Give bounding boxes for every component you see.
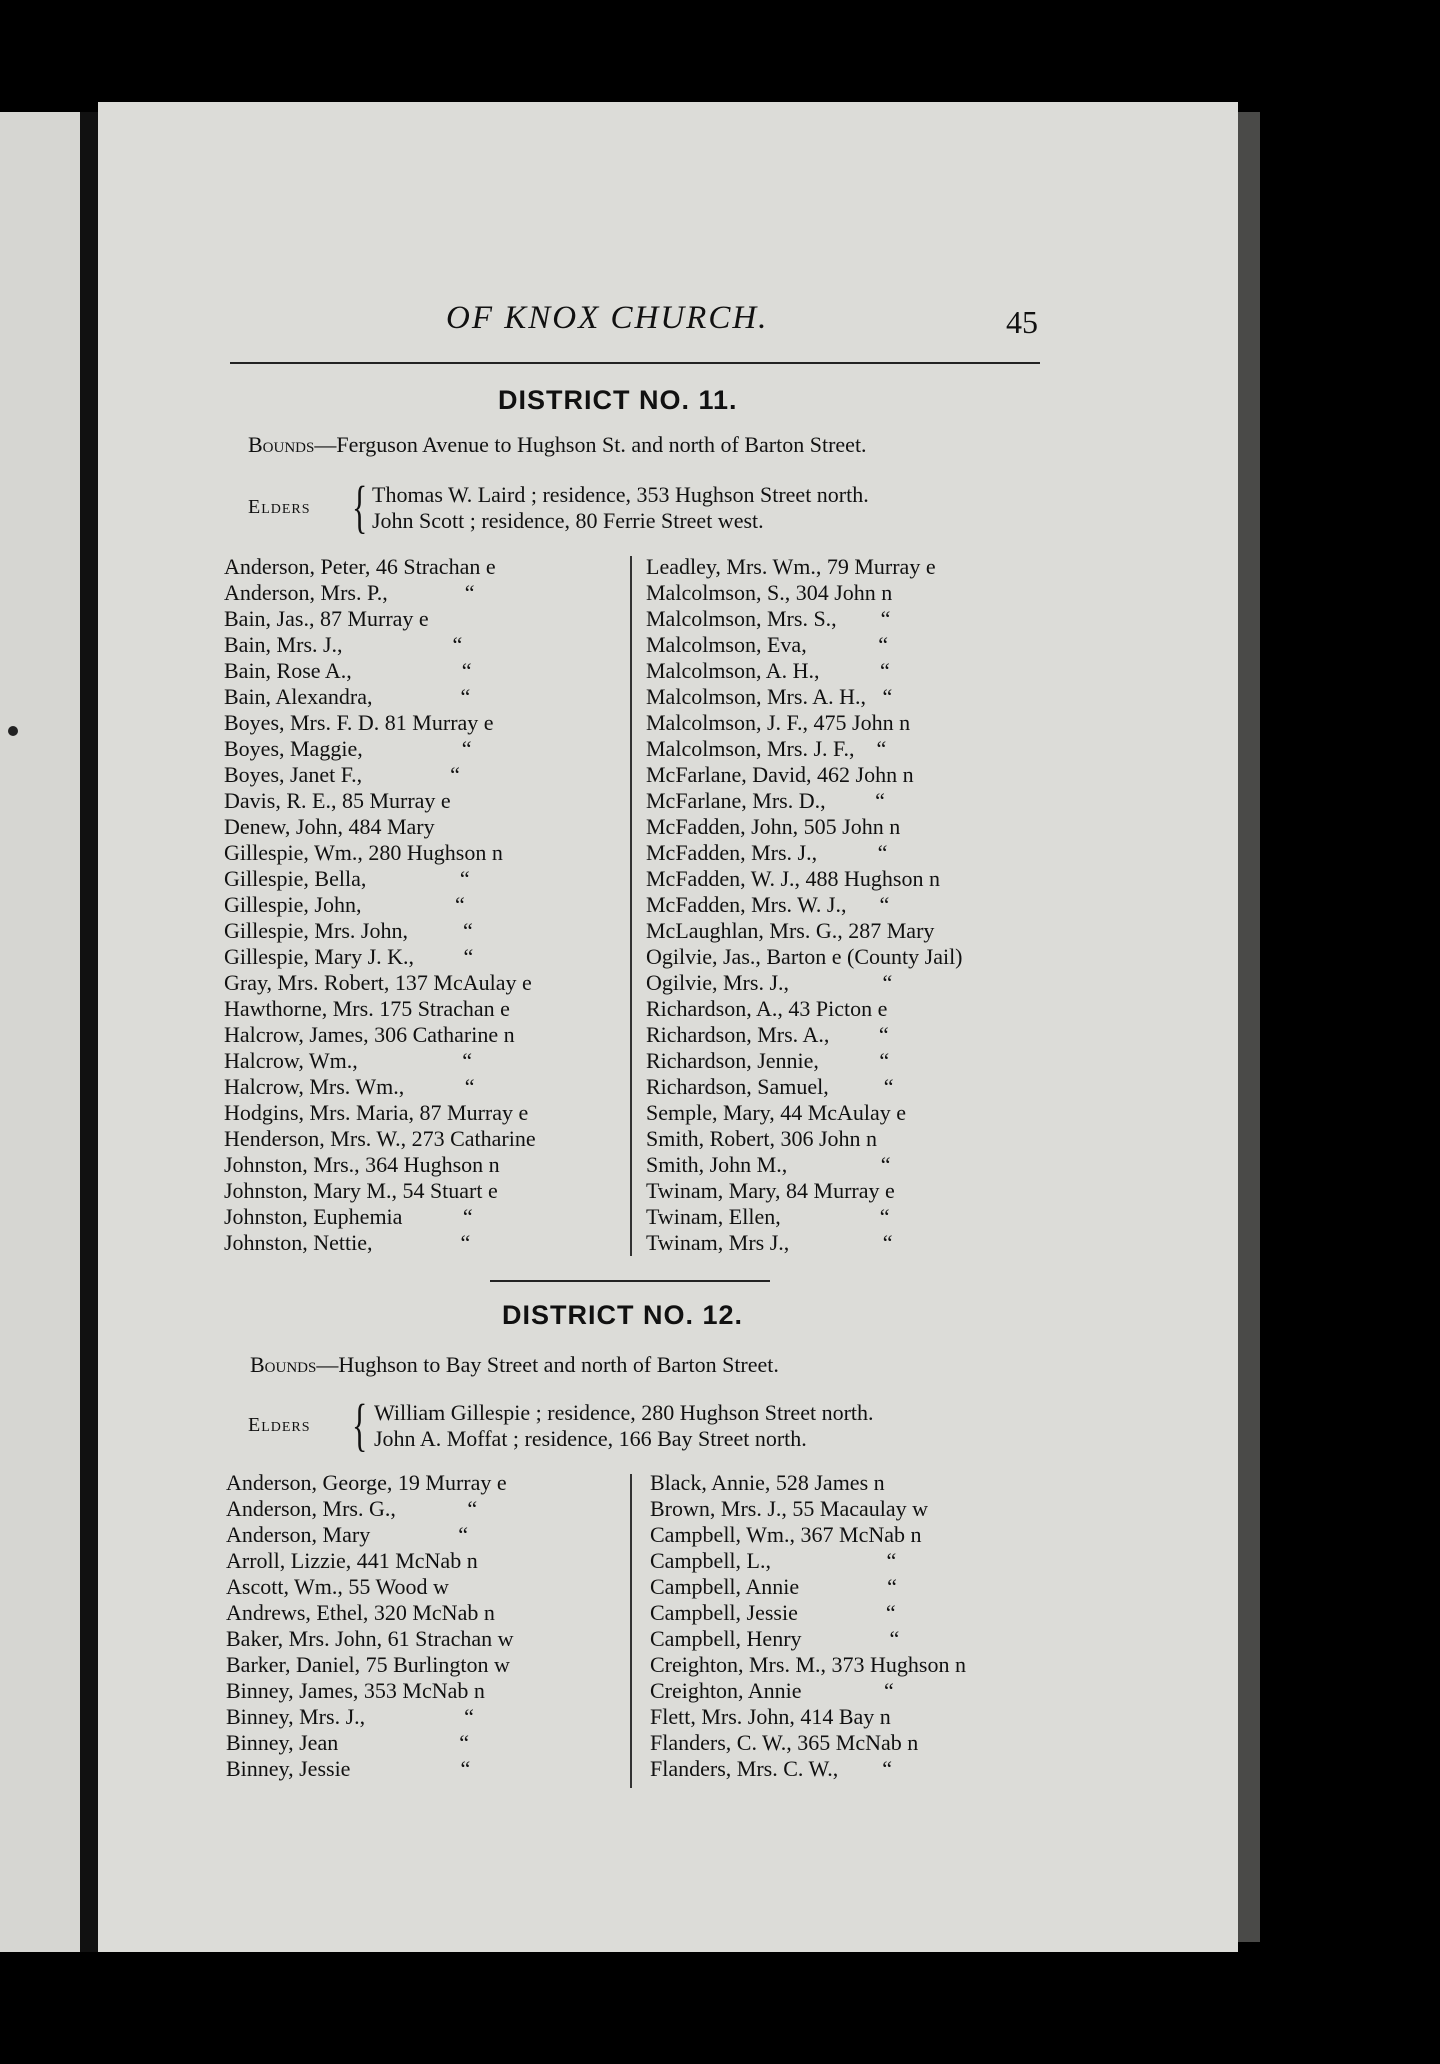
member-entry: Ogilvie, Mrs. J., “	[646, 970, 893, 995]
elders-brace: {	[352, 1392, 368, 1457]
member-entry: Anderson, Mrs. P., “	[224, 580, 475, 605]
district-11-right-column	[646, 554, 963, 1256]
member-entry: Malcolmson, Mrs. J. F., “	[646, 736, 887, 761]
member-entry: Twinam, Ellen, “	[646, 1204, 890, 1229]
district-11-left-column	[224, 554, 536, 1256]
member-entry: Gillespie, Mary J. K., “	[224, 944, 474, 969]
member-entry: Johnston, Nettie, “	[224, 1230, 471, 1255]
book-gutter	[80, 112, 98, 1952]
member-entry: Anderson, Peter, 46 Strachan e	[224, 554, 496, 579]
district-11-elders-label: Elders	[248, 496, 311, 518]
member-entry: Bain, Rose A., “	[224, 658, 472, 683]
district-11-elder-1: Thomas W. Laird ; residence, 353 Hughson Street north.	[372, 482, 869, 507]
member-entry: Anderson, Mrs. G., “	[226, 1496, 478, 1521]
bounds-text: —Ferguson Avenue to Hughson St. and north of Barton Street.	[314, 432, 867, 457]
district-11-elder-2: John Scott ; residence, 80 Ferrie Street west.	[372, 508, 764, 533]
member-entry: Richardson, Jennie, “	[646, 1048, 890, 1073]
member-entry: Campbell, Wm., 367 McNab n	[650, 1522, 922, 1547]
member-entry: Binney, James, 353 McNab n	[226, 1678, 485, 1703]
member-entry: McFadden, Mrs. W. J., “	[646, 892, 890, 917]
member-entry: Flanders, Mrs. C. W., “	[650, 1756, 892, 1781]
bounds-label: Bounds	[250, 1352, 317, 1377]
member-entry: Creighton, Mrs. M., 373 Hughson n	[650, 1652, 966, 1677]
member-entry: Johnston, Mary M., 54 Stuart e	[224, 1178, 498, 1203]
district-11-bounds	[248, 432, 867, 458]
member-entry: Malcolmson, A. H., “	[646, 658, 890, 683]
elders-brace: {	[352, 474, 368, 539]
member-entry: Boyes, Maggie, “	[224, 736, 472, 761]
district-12-bounds	[250, 1352, 779, 1378]
district-11-title: DISTRICT NO. 11.	[498, 385, 738, 415]
member-entry: Malcolmson, J. F., 475 John n	[646, 710, 911, 735]
member-entry: Johnston, Mrs., 364 Hughson n	[224, 1152, 500, 1177]
member-entry: Ascott, Wm., 55 Wood w	[226, 1574, 449, 1599]
member-entry: Twinam, Mrs J., “	[646, 1230, 893, 1255]
member-entry: Hodgins, Mrs. Maria, 87 Murray e	[224, 1100, 529, 1125]
district-12-right-column	[650, 1470, 966, 1782]
member-entry: Richardson, Samuel, “	[646, 1074, 894, 1099]
ink-spot	[8, 726, 18, 736]
member-entry: Baker, Mrs. John, 61 Strachan w	[226, 1626, 514, 1651]
running-header: OF KNOX CHURCH.	[446, 300, 769, 336]
member-entry: Barker, Daniel, 75 Burlington w	[226, 1652, 510, 1677]
member-entry: Campbell, Annie “	[650, 1574, 897, 1599]
member-entry: Leadley, Mrs. Wm., 79 Murray e	[646, 554, 936, 579]
column-divider	[630, 1474, 632, 1788]
member-entry: Richardson, Mrs. A., “	[646, 1022, 889, 1047]
member-entry: Binney, Mrs. J., “	[226, 1704, 474, 1729]
member-entry: Malcolmson, Mrs. S., “	[646, 606, 891, 631]
member-entry: Binney, Jean “	[226, 1730, 469, 1755]
member-entry: Campbell, Jessie “	[650, 1600, 896, 1625]
header-rule	[230, 362, 1040, 364]
member-entry: McFarlane, Mrs. D., “	[646, 788, 885, 813]
member-entry: Twinam, Mary, 84 Murray e	[646, 1178, 895, 1203]
member-entry: Gillespie, Mrs. John, “	[224, 918, 473, 943]
member-entry: Creighton, Annie “	[650, 1678, 894, 1703]
member-entry: Binney, Jessie “	[226, 1756, 471, 1781]
member-entry: McFadden, Mrs. J., “	[646, 840, 888, 865]
member-entry: Smith, John M., “	[646, 1152, 891, 1177]
member-entry: Bain, Mrs. J., “	[224, 632, 463, 657]
district-12-elder-1: William Gillespie ; residence, 280 Hughson Street north.	[374, 1400, 874, 1425]
page-number: 45	[1006, 304, 1038, 340]
member-entry: Smith, Robert, 306 John n	[646, 1126, 878, 1151]
member-entry: Flett, Mrs. John, 414 Bay n	[650, 1704, 891, 1729]
member-entry: Andrews, Ethel, 320 McNab n	[226, 1600, 495, 1625]
member-entry: Bain, Jas., 87 Murray e	[224, 606, 429, 631]
member-entry: Campbell, L., “	[650, 1548, 897, 1573]
member-entry: Halcrow, Mrs. Wm., “	[224, 1074, 475, 1099]
district-12-elder-2: John A. Moffat ; residence, 166 Bay Street north.	[374, 1426, 807, 1451]
member-entry: Flanders, C. W., 365 McNab n	[650, 1730, 919, 1755]
bounds-label: Bounds	[248, 432, 315, 457]
member-entry: Henderson, Mrs. W., 273 Catharine	[224, 1126, 536, 1151]
member-entry: Richardson, A., 43 Picton e	[646, 996, 888, 1021]
member-entry: Boyes, Mrs. F. D. 81 Murray e	[224, 710, 494, 735]
member-entry: Anderson, Mary “	[226, 1522, 468, 1547]
member-entry: McLaughlan, Mrs. G., 287 Mary	[646, 918, 935, 943]
member-entry: Gillespie, Wm., 280 Hughson n	[224, 840, 503, 865]
column-divider	[630, 556, 632, 1256]
member-entry: Halcrow, Wm., “	[224, 1048, 473, 1073]
district-12-elders-label: Elders	[248, 1414, 311, 1436]
member-entry: Johnston, Euphemia “	[224, 1204, 473, 1229]
member-entry: Arroll, Lizzie, 441 McNab n	[226, 1548, 478, 1573]
member-entry: Malcolmson, Eva, “	[646, 632, 888, 657]
member-entry: Malcolmson, S., 304 John n	[646, 580, 893, 605]
member-entry: Denew, John, 484 Mary	[224, 814, 435, 839]
member-entry: Anderson, George, 19 Murray e	[226, 1470, 507, 1495]
member-entry: Malcolmson, Mrs. A. H., “	[646, 684, 893, 709]
member-entry: Black, Annie, 528 James n	[650, 1470, 885, 1495]
member-entry: Gray, Mrs. Robert, 137 McAulay e	[224, 970, 532, 995]
section-rule	[490, 1280, 770, 1282]
member-entry: Ogilvie, Jas., Barton e (County Jail)	[646, 944, 963, 969]
member-entry: McFadden, John, 505 John n	[646, 814, 901, 839]
member-entry: Gillespie, John, “	[224, 892, 465, 917]
member-entry: McFadden, W. J., 488 Hughson n	[646, 866, 940, 891]
member-entry: Semple, Mary, 44 McAulay e	[646, 1100, 907, 1125]
member-entry: Davis, R. E., 85 Murray e	[224, 788, 451, 813]
member-entry: Boyes, Janet F., “	[224, 762, 460, 787]
member-entry: Gillespie, Bella, “	[224, 866, 470, 891]
member-entry: Bain, Alexandra, “	[224, 684, 471, 709]
district-12-left-column	[226, 1470, 514, 1782]
district-12-title: DISTRICT NO. 12.	[502, 1300, 744, 1330]
bounds-text: —Hughson to Bay Street and north of Barton Street.	[316, 1352, 779, 1377]
member-entry: McFarlane, David, 462 John n	[646, 762, 914, 787]
member-entry: Halcrow, James, 306 Catharine n	[224, 1022, 515, 1047]
facing-page-edge	[0, 112, 80, 1952]
member-entry: Hawthorne, Mrs. 175 Strachan e	[224, 996, 510, 1021]
page-edge-shadow	[1238, 112, 1260, 1942]
member-entry: Brown, Mrs. J., 55 Macaulay w	[650, 1496, 929, 1521]
member-entry: Campbell, Henry “	[650, 1626, 900, 1651]
